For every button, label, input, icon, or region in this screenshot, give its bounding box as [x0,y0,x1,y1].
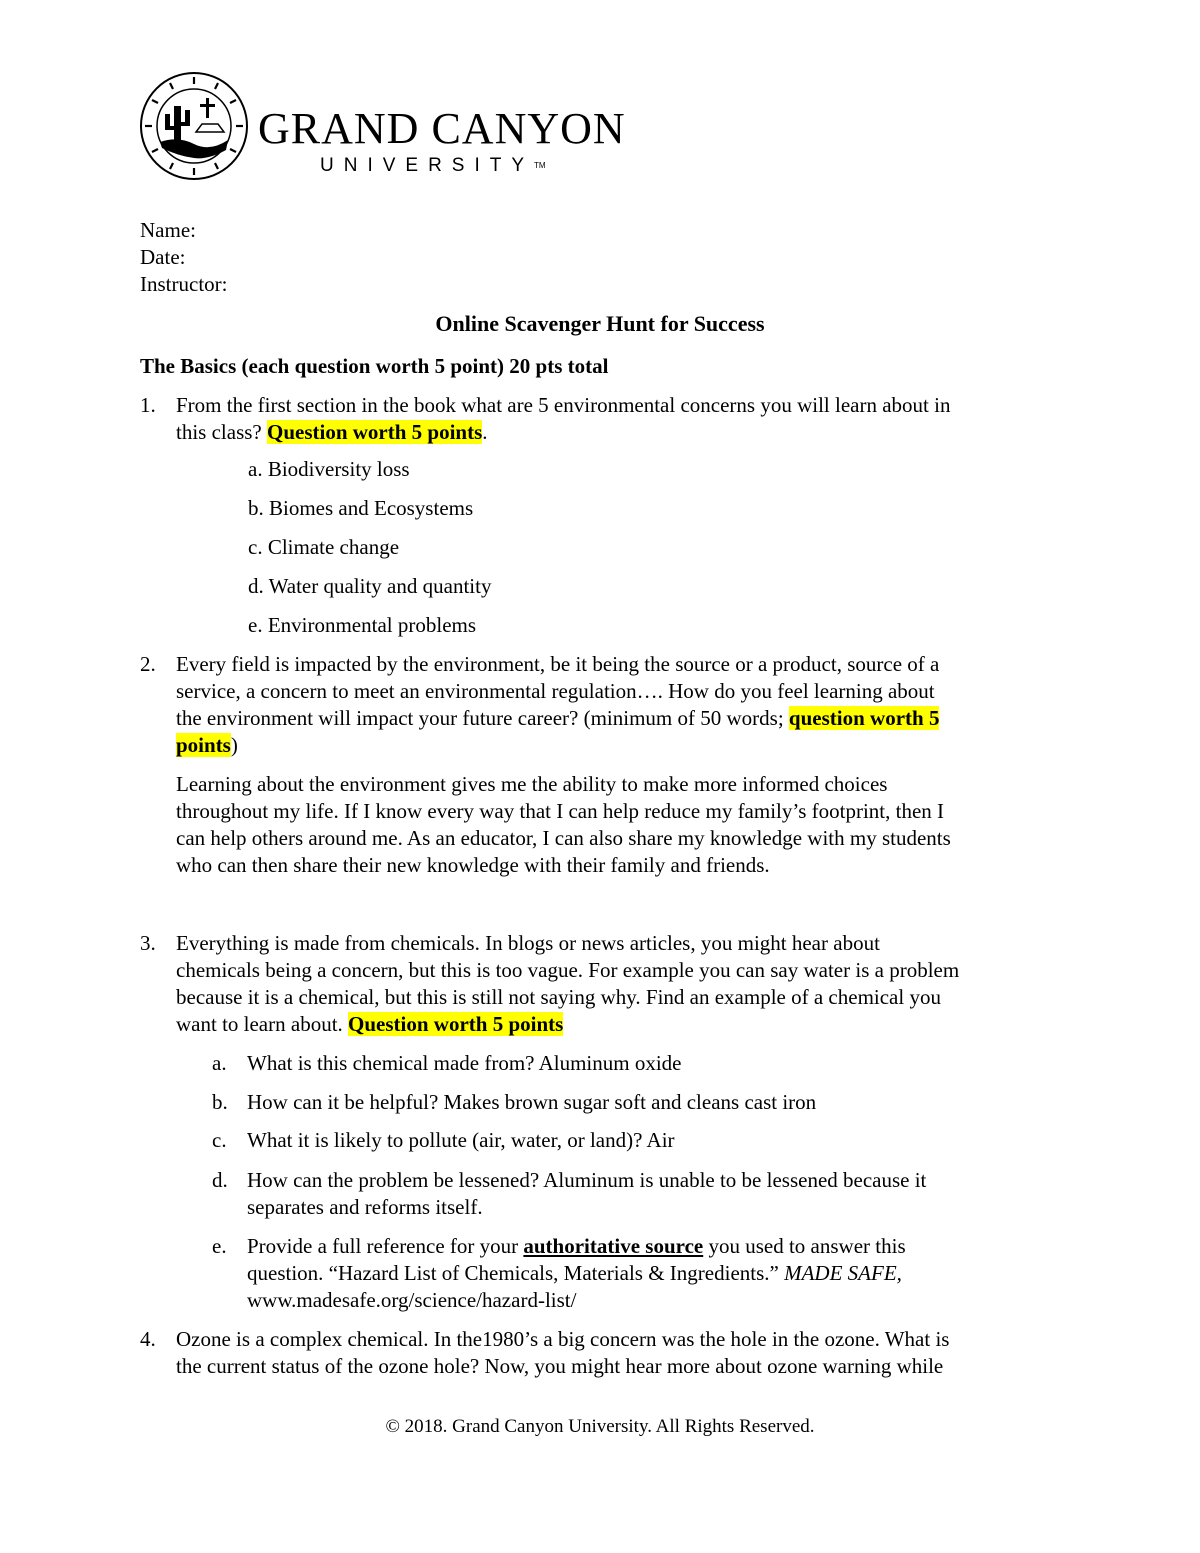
question-2-points-highlight: question worth 5 [788,706,940,730]
question-2-line-2: service, a concern to meet an environmental regulation…. How do you feel learning about [176,679,935,703]
question-1-line-2: this class? Question worth 5 points. [176,420,488,444]
question-1-line-1: From the first section in the book what are 5 environmental concerns you will learn about in [176,393,951,417]
question-1-points-highlight: Question worth 5 points [266,420,483,444]
question-2-line-1: Every field is impacted by the environment, be it being the source or a product, source of a [176,652,940,676]
answer-2-line-3: can help others around me. As an educator, I can also share my knowledge with my students [176,826,951,850]
question-3-points-highlight: Question worth 5 points [348,1012,564,1036]
question-2-text [176,651,1076,759]
sub-3b-letter: b. [212,1090,228,1114]
sub-3e-text-line-1: Provide a full reference for your authoritative source you used to answer this [247,1234,906,1258]
question-2-line-3: the environment will impact your future career? (minimum of 50 words; question worth 5 [176,706,940,730]
date-label: Date: [140,245,186,269]
trademark-mark: TM [534,161,546,170]
answer-2-line-4: who can then share their new knowledge with their family and friends. [176,853,770,877]
copyright-footer: © 2018. Grand Canyon University. All Rights Reserved. [385,1416,815,1437]
document-title: Online Scavenger Hunt for Success [435,311,765,336]
question-4-line-2: the current status of the ozone hole? Now, you might hear more about ozone warning while [176,1354,944,1378]
question-3-line-1: Everything is made from chemicals. In blogs or news articles, you might hear about [176,931,880,955]
question-2-points-highlight-cont: points [176,733,231,757]
sub-3a-letter: a. [212,1051,227,1075]
answer-1a: a. Biodiversity loss [248,457,410,481]
question-1-number: 1. [140,393,156,417]
sub-3b-text: How can it be helpful? Makes brown sugar soft and cleans cast iron [247,1090,817,1114]
question-4-line-1: Ozone is a complex chemical. In the1980’s a big concern was the hole in the ozone. What is [176,1327,950,1351]
answer-2-line-1: Learning about the environment gives me the ability to make more informed choices [176,772,888,796]
sub-3e-letter: e. [212,1234,227,1258]
question-3-number: 3. [140,931,156,955]
sub-3d-text-line-1: How can the problem be lessened? Aluminum is unable to be lessened because it [247,1168,927,1192]
question-4-text [176,1326,1076,1380]
question-3-text [176,930,1076,1038]
sub-3c-text: What it is likely to pollute (air, water, or land)? Air [247,1128,675,1152]
sub-3d-letter: d. [212,1168,228,1192]
name-label: Name: [140,218,196,242]
answer-1b: b. Biomes and Ecosystems [248,496,474,520]
section-heading: The Basics (each question worth 5 point) 20 pts total [140,354,609,378]
question-2-number: 2. [140,652,156,676]
answer-1c: c. Climate change [248,535,400,559]
authoritative-source-link[interactable]: authoritative source [523,1234,704,1258]
question-2-answer [176,771,1076,879]
question-3-line-2: chemicals being a concern, but this is too vague. For example you can say water is a problem [176,958,960,982]
question-3-line-4: want to learn about. Question worth 5 points [176,1012,564,1036]
answer-1d: d. Water quality and quantity [248,574,492,598]
logo-line-2: UNIVERSITY™ [320,155,546,176]
sub-3e-text-line-2: question. “Hazard List of Chemicals, Materials & Ingredients.” MADE SAFE, [247,1261,902,1285]
sub-3a-text: What is this chemical made from? Aluminum oxide [247,1051,682,1075]
sub-3e-text-line-3: www.madesafe.org/science/hazard-list/ [247,1288,577,1312]
question-1-text [176,392,1076,446]
gcu-logo [138,70,626,194]
reference-publisher: MADE SAFE, [784,1261,902,1285]
answer-2-line-2: throughout my life. If I know every way that I can help reduce my family’s footprint, then I [176,799,945,823]
instructor-label: Instructor: [140,272,228,296]
answer-1e: e. Environmental problems [248,613,477,637]
question-4-number: 4. [140,1327,156,1351]
university-seal-icon [138,70,250,182]
question-2-line-4: points) [176,733,238,757]
sub-3c-letter: c. [212,1128,227,1152]
sub-3d-text-line-2: separates and reforms itself. [247,1195,483,1219]
logo-line-1: GRAND CANYON [258,104,626,153]
logo-wordmark [258,104,626,178]
question-3-line-3: because it is a chemical, but this is still not saying why. Find an example of a chemical you [176,985,941,1009]
